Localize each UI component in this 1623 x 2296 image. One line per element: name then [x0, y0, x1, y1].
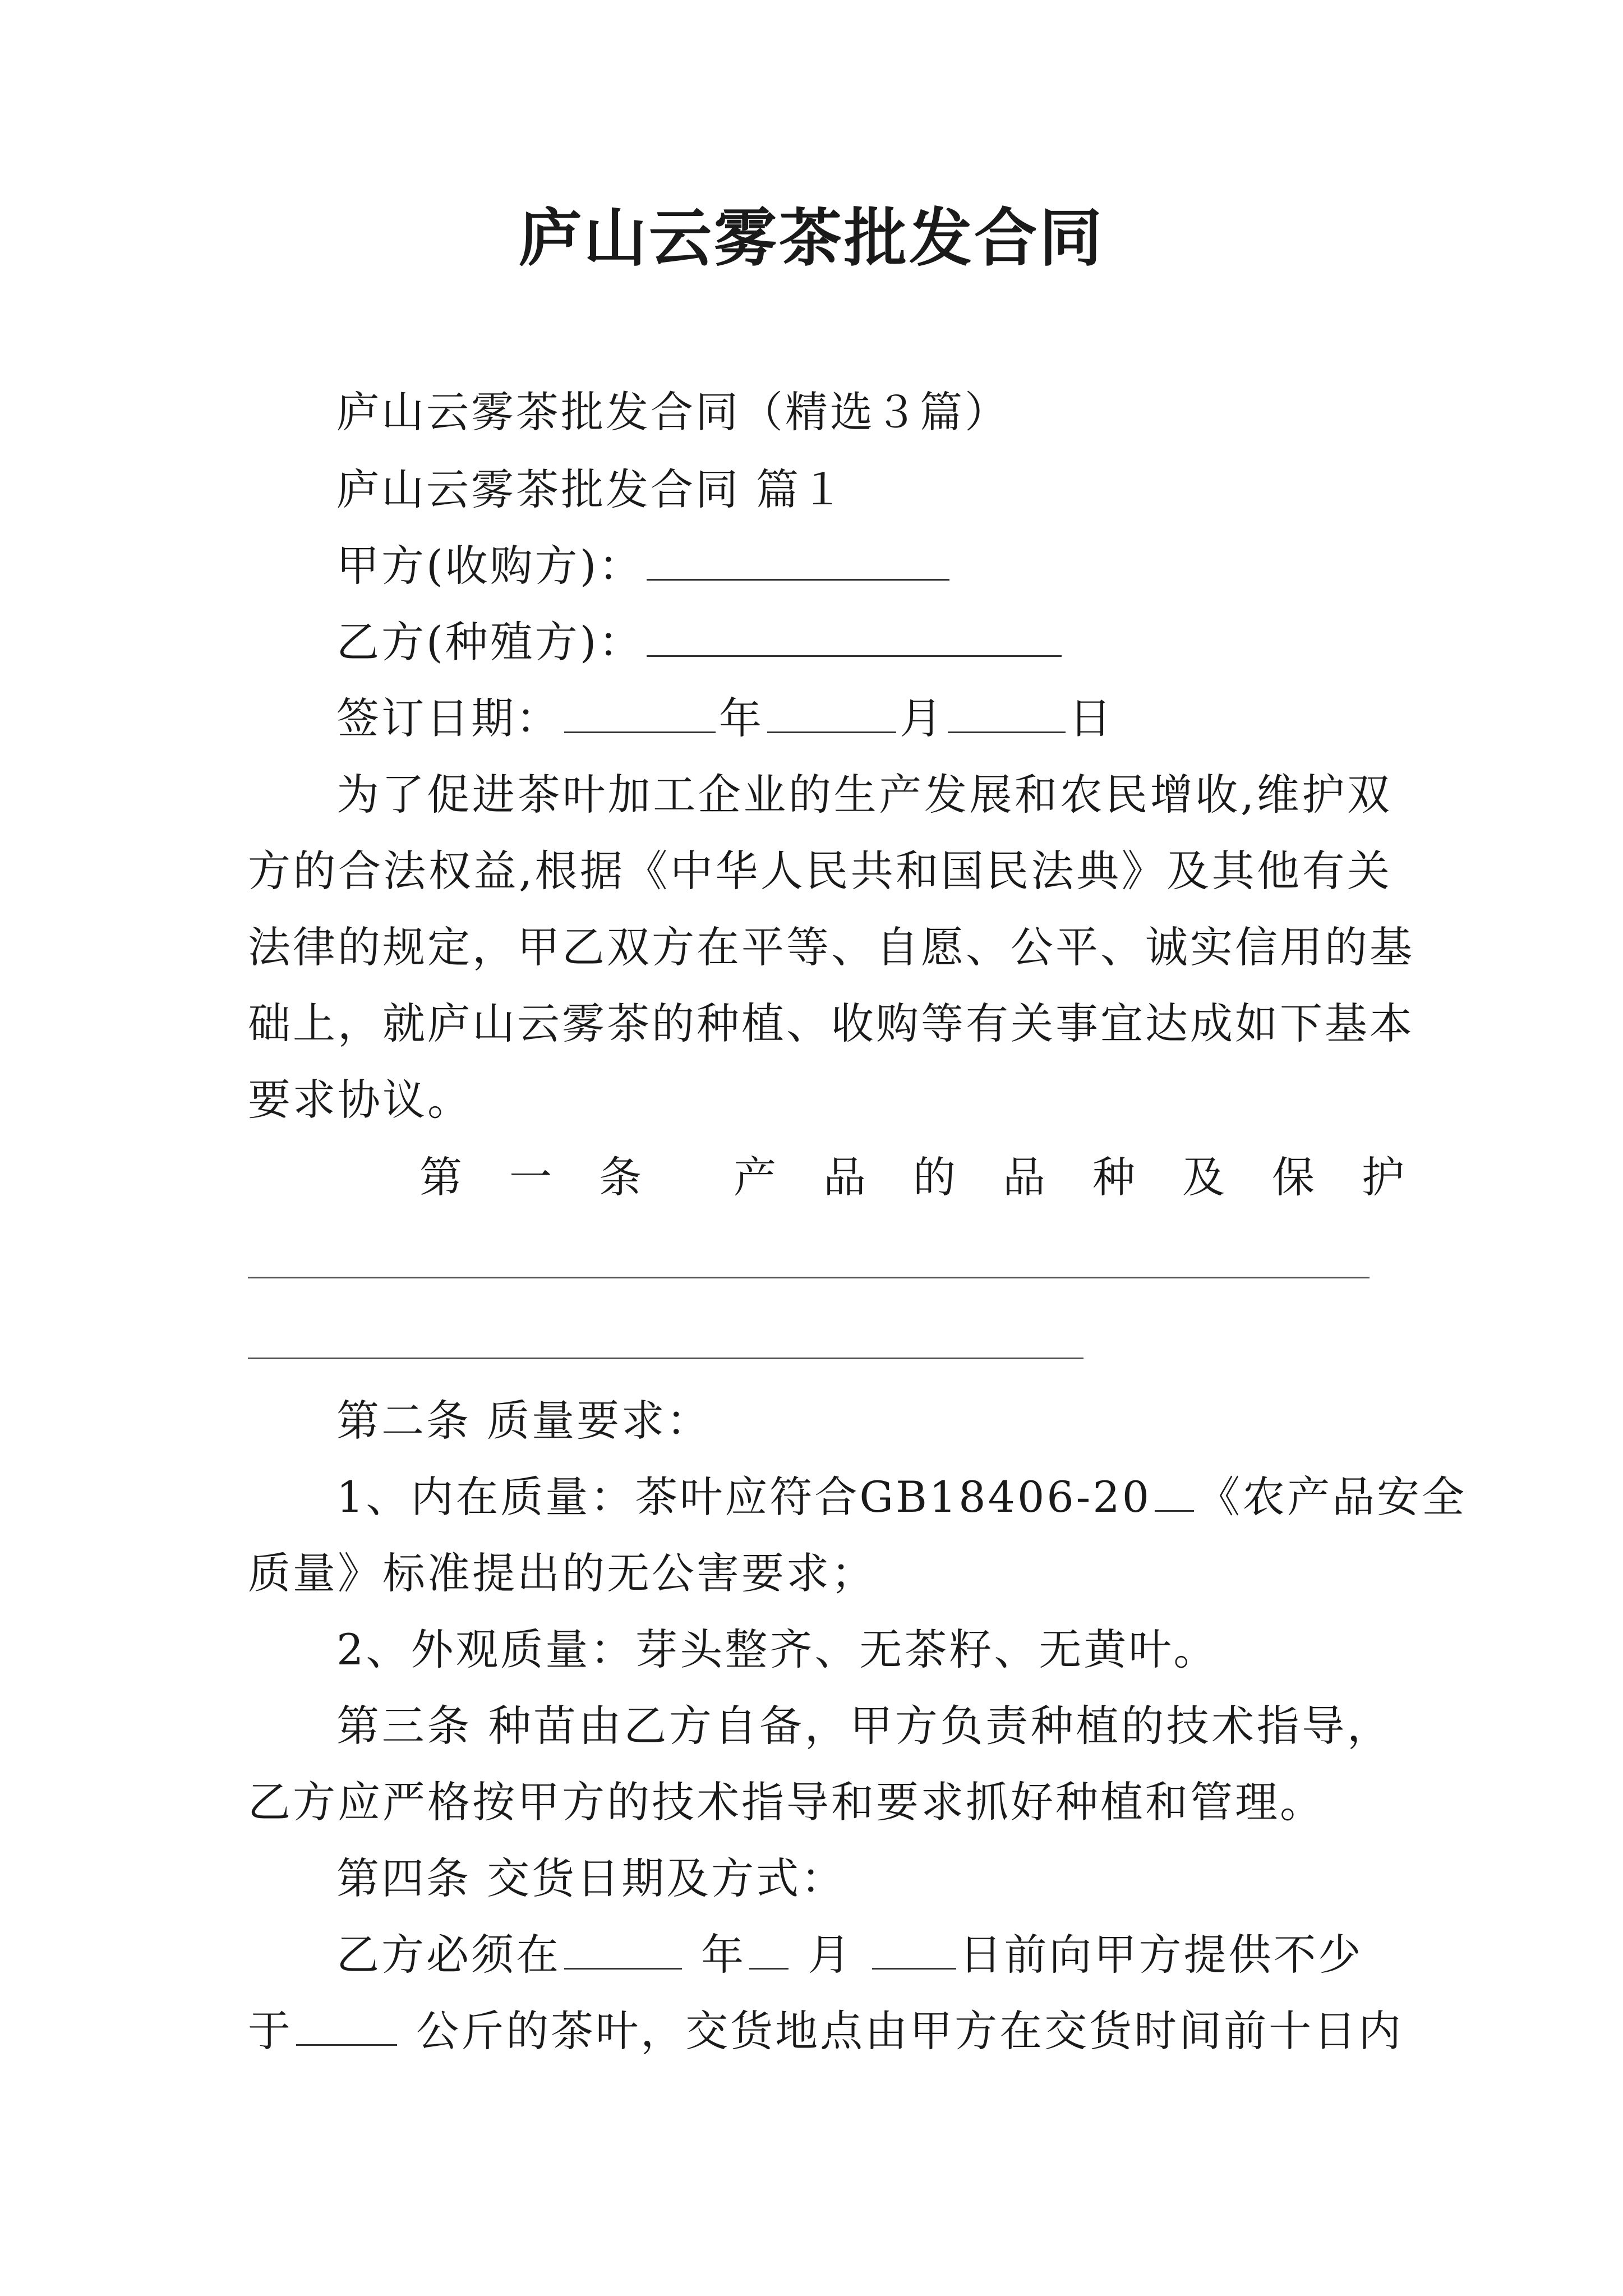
article-1-heading: 第 一 条 产 品 的 品 种 及 保 护	[419, 1152, 1407, 1202]
quality-1-line-2: 质量》标准提出的无公害要求；	[248, 1548, 876, 1598]
quality-1-line	[336, 1466, 1467, 1528]
article-2-heading: 第二条 质量要求：	[336, 1396, 712, 1446]
document-title: 庐山云雾茶批发合同	[519, 201, 1104, 275]
sign-date-line	[336, 688, 1392, 749]
delivery-year-label: 年	[701, 1930, 746, 1980]
party-b-label: 乙方(种殖方)：	[336, 617, 644, 667]
quality-1-text-b: 《农产品安全	[1197, 1472, 1467, 1522]
delivery-day-blank	[872, 1925, 956, 1970]
party-a-blank	[647, 536, 949, 581]
article-1-blank-line-1	[248, 1277, 1370, 1278]
delivery-text-b1: 于	[248, 2006, 293, 2056]
chapter-heading: 庐山云雾茶批发合同 篇１	[336, 464, 846, 514]
party-a-line	[336, 535, 1392, 597]
article-3-line-2: 乙方应严格按甲方的技术指导和要求抓好种植和管理。	[248, 1777, 1325, 1827]
intro-line-1: 为了促进茶叶加工企业的生产发展和农民增收,维护双	[336, 770, 1392, 820]
document-subtitle: 庐山云雾茶批发合同（精选３篇）	[336, 387, 1009, 437]
quality-1-text-a: 1、内在质量：茶叶应符合GB18406-20	[336, 1472, 1152, 1522]
standard-year-blank	[1155, 1467, 1194, 1512]
intro-line-3: 法律的规定，甲乙双方在平等、自愿、公平、诚实信用的基	[248, 922, 1414, 972]
delivery-line-2	[248, 2000, 1404, 2062]
month-label: 月	[900, 693, 944, 743]
article-1-blank-line-2	[248, 1358, 1083, 1359]
intro-line-2: 方的合法权益,根据《中华人民共和国民法典》及其他有关	[248, 846, 1392, 896]
delivery-text-a4: 日前向甲方提供不少	[959, 1930, 1363, 1980]
party-b-line	[336, 611, 1392, 673]
delivery-text-a1: 乙方必须在	[336, 1930, 561, 1980]
sign-date-label: 签订日期：	[336, 693, 561, 743]
quality-2-line: 2、外观质量：芽头整齐、无茶籽、无黄叶。	[336, 1625, 1219, 1674]
day-blank	[948, 689, 1066, 733]
party-b-blank	[647, 613, 1062, 657]
article-4-heading: 第四条 交货日期及方式：	[336, 1853, 846, 1903]
month-blank	[767, 689, 896, 733]
delivery-quantity-blank	[296, 2001, 397, 2046]
intro-line-5: 要求协议。	[248, 1075, 472, 1125]
delivery-text-b2: 公斤的茶叶，交货地点由甲方在交货时间前十日内	[416, 2006, 1404, 2056]
delivery-year-blank	[564, 1925, 682, 1970]
article-3-line-1: 第三条 种苗由乙方自备，甲方负责种植的技术指导，	[336, 1701, 1392, 1751]
delivery-line-1	[336, 1924, 1392, 1986]
delivery-month-label: 月	[808, 1930, 853, 1980]
intro-line-4: 础上，就庐山云雾茶的种植、收购等有关事宜达成如下基本	[248, 999, 1414, 1048]
delivery-month-blank	[749, 1925, 789, 1970]
year-blank	[564, 689, 716, 733]
year-label: 年	[719, 693, 764, 743]
party-a-label: 甲方(收购方)：	[336, 541, 644, 591]
day-label: 日	[1069, 693, 1114, 743]
